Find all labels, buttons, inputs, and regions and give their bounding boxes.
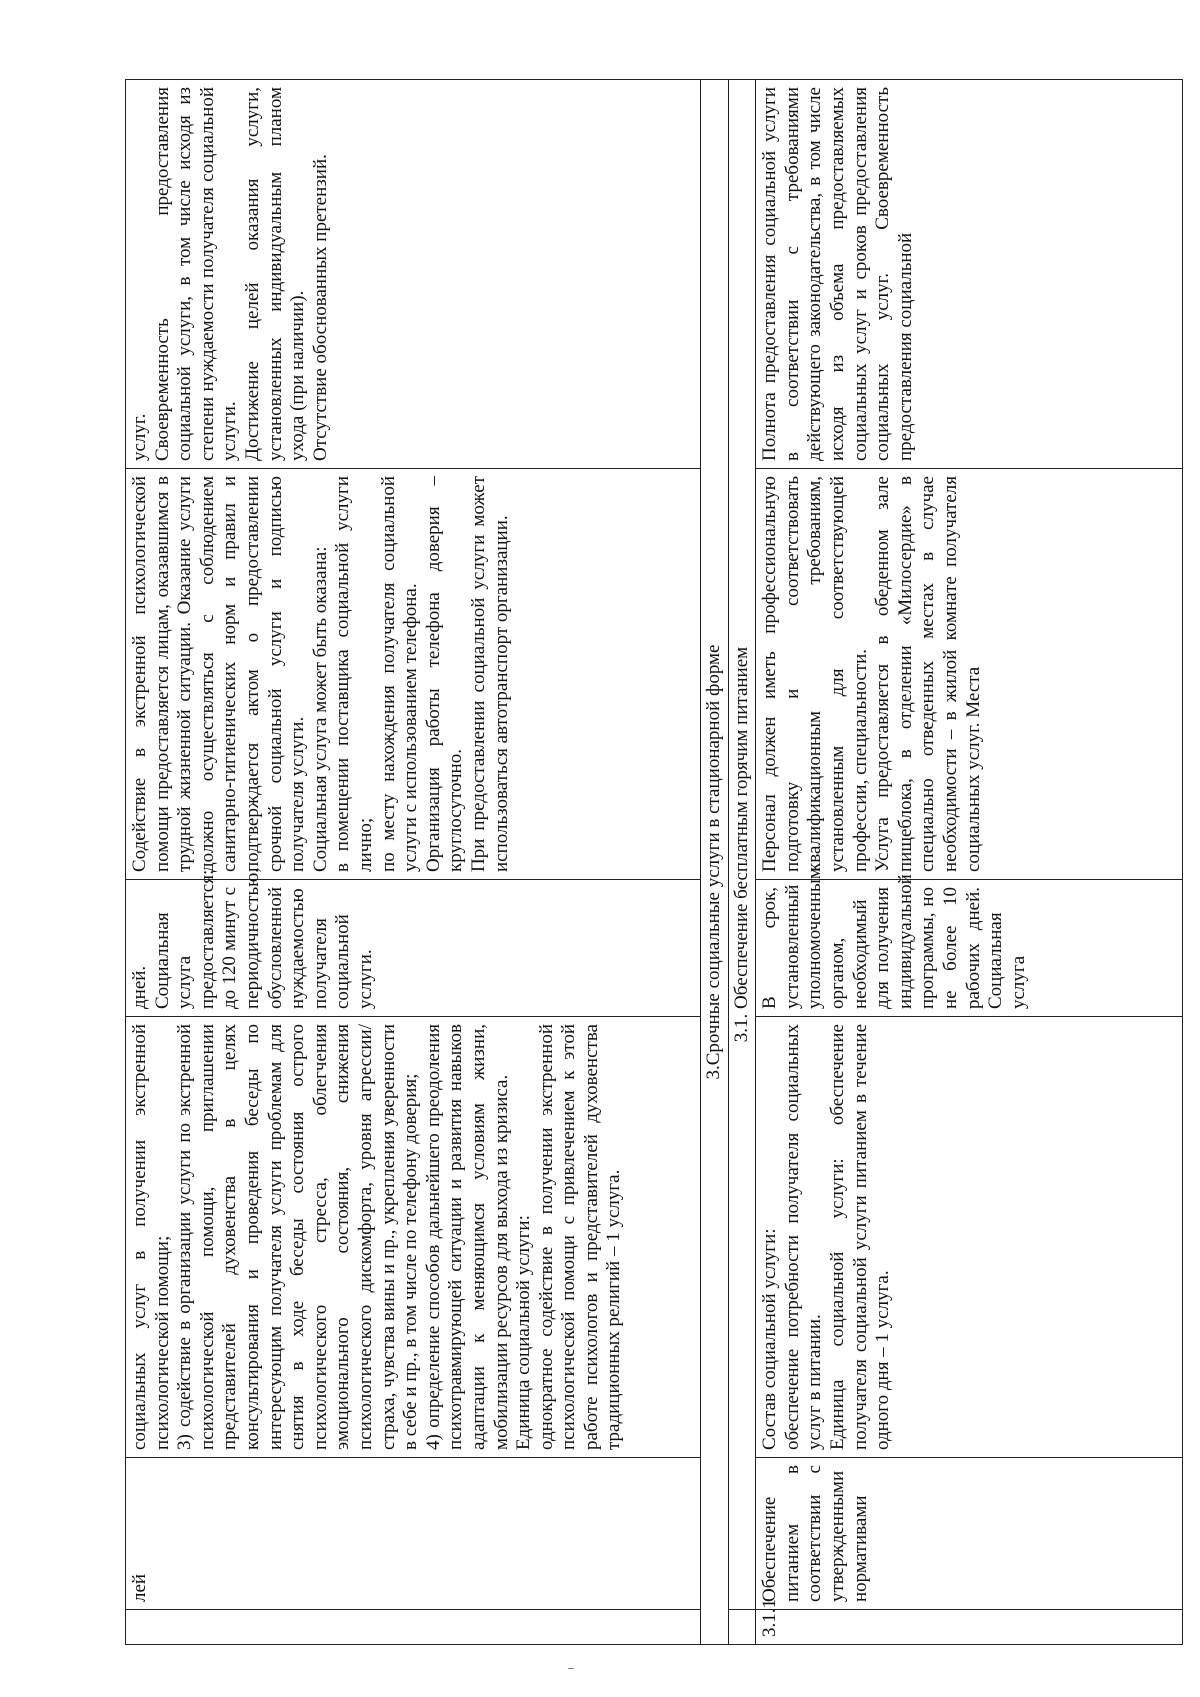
term-text: дней. (129, 965, 150, 1009)
section-heading: 3.Срочные социальные услуги в стационарной форме (701, 80, 729, 1645)
services-standards-table (125, 79, 1183, 1645)
table-row (756, 80, 1183, 1645)
service-composition-cell (126, 1017, 701, 1458)
composition-text: социальных услуг в получении экстренной психологической помощи; (129, 1024, 173, 1450)
service-name-cell: Обеспечение питанием в соответствии с утвержденными нормативами (756, 1458, 1183, 1610)
service-composition-cell (756, 1017, 1183, 1458)
conditions-text: Персонал должен иметь профессиональную подготовку и соответствовать квалификационным требованиям, установленным для соответствующей профессии, специальности. (759, 476, 871, 872)
scan-mark (568, 1668, 574, 1669)
conditions-text: в помещении поставщика социальной услуги лично; (332, 476, 376, 872)
service-name-cell (126, 1458, 701, 1610)
table-row (126, 80, 701, 1645)
quality-indicators-cell (126, 80, 701, 469)
indicators-text: Достижение целей оказания услуги, установленных индивидуальным планом ухода (при наличии). (241, 87, 309, 461)
conditions-text: по месту нахождения получателя социальной услуги с использованием телефона. (377, 476, 422, 872)
conditions-text: Социальная услуга может быть оказана: (309, 546, 331, 872)
row-number-cell (728, 1610, 756, 1645)
composition-text: обеспечение потребности получателя социальных услуг в питании. (781, 1024, 826, 1450)
indicators-text: услуг. (129, 413, 150, 461)
term-text: Социальная услуга предоставляется: до 120 минут с периодичностью, обусловленной нуждаемостью получателя социальной услуги. (151, 867, 376, 1009)
conditions-text: При предоставлении социальной услуги может использоваться автотранспорт организации. (467, 476, 512, 872)
service-name-text: лей (129, 1573, 150, 1602)
row-number-cell: 3.1.1 (756, 1610, 1183, 1645)
composition-text: Состав социальной услуги: (759, 1228, 781, 1450)
section-heading-row (701, 80, 729, 1645)
subsection-heading: 3.1. Обеспечение бесплатным горячим питанием (728, 80, 756, 1610)
service-conditions-cell (126, 469, 701, 880)
indicators-text: Отсутствие обоснованных претензий. (309, 154, 331, 461)
indicators-text: Своевременность предоставления социальной услуги, в том числе исходя из степени нуждаемости получателя социальной услуги. (151, 87, 241, 461)
conditions-text: Содействие в экстренной психологической помощи предоставляется лицам, оказавшимся в трудной жизненной ситуации. Оказание услуги должно осуществляться с соблюдением санитарно-гигиенических норм и правил и подтверждается актом о предоставлении срочной социальной услуги и подписью получателя услуги. (129, 476, 309, 872)
row-number-cell (126, 1610, 701, 1645)
service-conditions-cell (756, 469, 1183, 880)
service-term-cell (126, 867, 701, 1017)
rotated-table-sheet (125, 80, 1200, 1645)
service-term-cell: В срок, установленный уполномоченным органом, необходимый для получения индивидуальной программы, но не более 10 рабочих дней. Социальная услуга (756, 880, 1183, 1017)
composition-text: 4) определение способов дальнейшего преодоления психотравмирующей ситуации и развития навыков адаптации к меняющимся условиям жизни, мобилизации ресурсов для выхода из кризиса. (422, 1024, 512, 1450)
composition-text: Единица социальной услуги: (513, 1215, 535, 1450)
composition-text: 3) содействие в организации услуги по экстренной психологической помощи, приглашении представителей духовенства в целях консультирования и проведения беседы по интересующим получателя услуги проблемам для снятия в ходе беседы состояния острого психологического стресса, облегчения эмоционального состояния, снижения психологического дискомфорта, уровня агрессии/страха, чувства вины и пр., укрепления уверенности в себе и пр., в том числе по телефону доверия; (174, 1024, 422, 1450)
quality-indicators-cell: Полнота предоставления социальной услуги в соответствии с требованиями действующего законодательства, в том числе исходя из объема предоставляемых социальных услуг и сроков предоставления социальных услуг. Своевременность предоставления социальной (756, 80, 1183, 469)
composition-text: Единица социальной услуги: обеспечение получателя социальной услуги питанием в течение одного дня – 1 услуга. (826, 1024, 894, 1450)
subsection-heading-row (728, 80, 756, 1645)
composition-text: однократное содействие в получении экстренной психологической помощи с привлечением к этой работе психологов и представителей духовенства традиционных религий – 1 услуга. (535, 1024, 625, 1450)
conditions-text: Услуга предоставляется в обеденном зале пищеблока, в отделении «Милосердие» в специально отведенных местах в случае необходимости – в жилой комнате получателя социальных услуг. Места (872, 476, 984, 872)
conditions-text: Организация работы телефона доверия – круглосуточно. (422, 476, 467, 872)
